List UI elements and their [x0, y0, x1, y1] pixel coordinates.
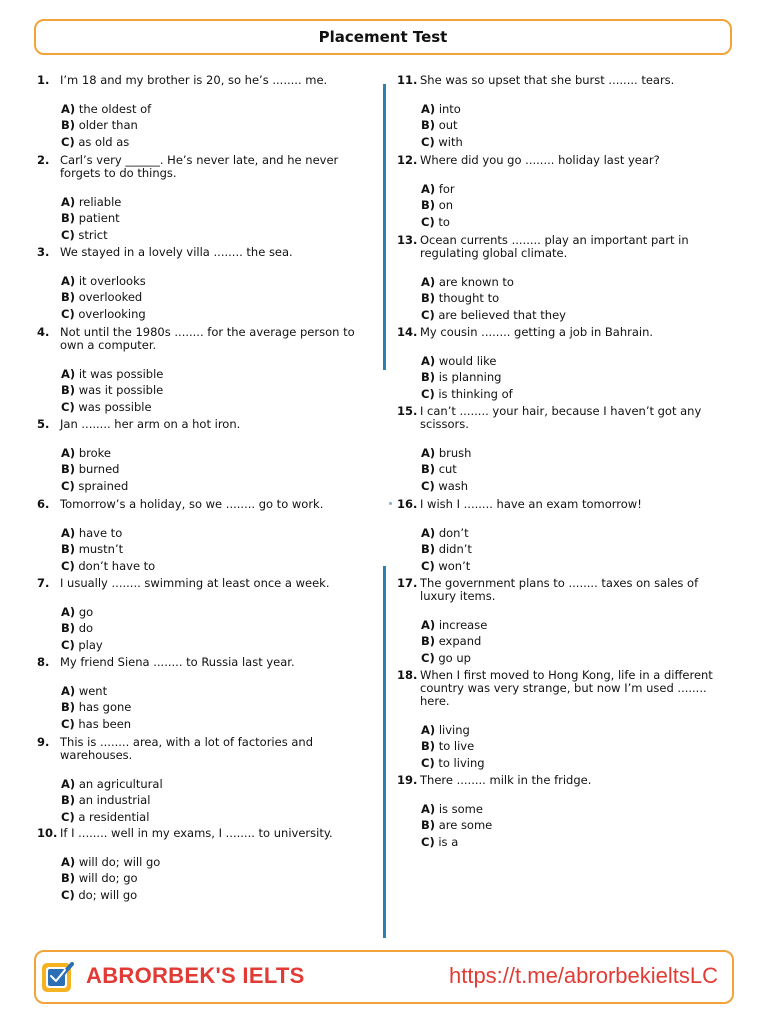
brand-name: ABRORBEK'S IELTS [86, 963, 305, 988]
question-number: 3. [37, 245, 50, 259]
option-letter: A) [61, 367, 76, 381]
telegram-link[interactable]: https://t.me/abrorbekieltsLC [448, 963, 718, 988]
option-letter: B) [61, 700, 76, 715]
answer-option[interactable] [61, 478, 367, 494]
answer-options [61, 854, 367, 903]
answer-option[interactable] [421, 181, 727, 197]
option-text: go [78, 605, 94, 619]
option-text: has gone [78, 700, 132, 715]
question-text: I can’t ........ your hair, because I haven’t got any scissors. [420, 404, 702, 431]
option-text: to live [438, 739, 475, 754]
option-letter: C) [61, 227, 75, 242]
option-letter: B) [421, 739, 436, 754]
option-letter: A) [61, 684, 76, 698]
option-letter: C) [61, 399, 75, 414]
footer [34, 950, 734, 1004]
option-letter: A) [421, 182, 436, 196]
question [397, 234, 727, 323]
question-number: 1. [37, 73, 50, 87]
answer-option[interactable] [61, 637, 367, 653]
question-text: The government plans to ........ taxes on sales of luxury items. [420, 576, 699, 603]
option-text: on [438, 198, 454, 213]
answer-option[interactable] [61, 445, 367, 461]
option-text: patient [78, 211, 120, 226]
answer-option[interactable] [61, 558, 367, 574]
answer-option[interactable] [421, 445, 727, 461]
answer-option[interactable] [421, 541, 727, 557]
question-number: 13. [397, 233, 418, 247]
answer-option[interactable] [61, 366, 367, 382]
question-number: 6. [37, 497, 50, 511]
column-divider-dot [389, 502, 392, 505]
question-stem [397, 774, 727, 787]
question-number: 2. [37, 153, 50, 167]
option-text: will do; go [78, 871, 138, 886]
question [37, 736, 367, 825]
option-text: as old as [78, 134, 130, 149]
question [37, 418, 367, 494]
option-text: it overlooks [78, 274, 146, 288]
question [37, 827, 367, 903]
option-letter: C) [61, 134, 75, 149]
question-number: 7. [37, 576, 50, 590]
option-text: to living [438, 755, 485, 770]
answer-option[interactable] [421, 117, 727, 133]
option-text: sprained [78, 478, 129, 493]
question-number: 19. [397, 773, 418, 787]
option-text: overlooking [78, 306, 146, 321]
answer-option[interactable] [61, 461, 367, 477]
question [397, 577, 727, 666]
answer-option[interactable] [61, 792, 367, 808]
option-text: into [438, 102, 461, 116]
question [397, 74, 727, 150]
option-letter: B) [421, 198, 436, 213]
option-letter: A) [61, 102, 76, 116]
option-text: increase [438, 618, 488, 632]
question-number: 17. [397, 576, 418, 590]
option-text: have to [78, 526, 123, 540]
question [397, 154, 727, 230]
answer-options [61, 683, 367, 732]
question-number: 9. [37, 735, 50, 749]
question-text: When I first moved to Hong Kong, life in a different country was very strange, but now I’m used ........ here. [420, 668, 713, 708]
option-letter: C) [421, 134, 435, 149]
option-letter: C) [421, 478, 435, 493]
question-number: 8. [37, 655, 50, 669]
answer-options [421, 801, 727, 850]
option-letter: A) [61, 605, 76, 619]
option-text: are known to [438, 275, 514, 289]
question-stem [37, 577, 367, 590]
title-box [34, 19, 732, 55]
option-text: has been [78, 716, 132, 731]
option-text: mustn’t [78, 542, 124, 557]
question-text: She was so upset that she burst ........ tears. [420, 73, 675, 87]
answer-option[interactable] [61, 101, 367, 117]
option-text: play [78, 637, 103, 652]
answer-option[interactable] [421, 461, 727, 477]
answer-option[interactable] [421, 617, 727, 633]
option-letter: B) [61, 118, 76, 133]
question-stem [37, 827, 367, 840]
option-letter: C) [61, 716, 75, 731]
option-letter: C) [421, 307, 435, 322]
answer-option[interactable] [61, 399, 367, 415]
option-text: burned [78, 462, 120, 477]
option-letter: B) [421, 291, 436, 306]
answer-option[interactable] [61, 620, 367, 636]
answer-option[interactable] [421, 722, 727, 738]
question-stem [397, 154, 727, 167]
option-text: broke [78, 446, 111, 460]
answer-options [61, 101, 367, 150]
answer-option[interactable] [421, 817, 727, 833]
option-text: older than [78, 118, 138, 133]
answer-option[interactable] [61, 541, 367, 557]
option-text: will do; will go [78, 855, 161, 869]
answer-option[interactable] [61, 683, 367, 699]
answer-option[interactable] [61, 776, 367, 792]
option-letter: B) [421, 634, 436, 649]
answer-option[interactable] [421, 525, 727, 541]
answer-option[interactable] [421, 478, 727, 494]
question-text: Ocean currents ........ play an important part in regulating global climate. [420, 233, 689, 260]
answer-option[interactable] [421, 353, 727, 369]
option-letter: C) [421, 755, 435, 770]
answer-option[interactable] [61, 210, 367, 226]
question-stem [37, 736, 367, 762]
option-text: strict [78, 227, 108, 242]
question-text: Carl’s very ______. He’s never late, and he never forgets to do things. [60, 153, 339, 180]
answer-option[interactable] [421, 386, 727, 402]
option-text: was possible [78, 399, 152, 414]
answer-option[interactable] [421, 197, 727, 213]
option-text: a residential [78, 809, 150, 824]
option-letter: A) [61, 274, 76, 288]
answer-options [421, 101, 727, 150]
option-letter: B) [61, 871, 76, 886]
option-text: reliable [78, 195, 122, 209]
option-letter: C) [61, 558, 75, 573]
answer-option[interactable] [61, 716, 367, 732]
option-letter: A) [61, 526, 76, 540]
option-letter: B) [61, 383, 76, 398]
answer-options [421, 353, 727, 402]
option-letter: C) [421, 558, 435, 573]
option-letter: C) [61, 478, 75, 493]
option-letter: B) [421, 542, 436, 557]
option-letter: A) [61, 777, 76, 791]
answer-options [421, 525, 727, 574]
answer-option[interactable] [61, 854, 367, 870]
answer-options [421, 181, 727, 230]
option-text: an agricultural [78, 777, 163, 791]
question-text: We stayed in a lovely villa ........ the sea. [60, 245, 293, 259]
question-number: 12. [397, 153, 418, 167]
option-letter: B) [421, 818, 436, 833]
option-text: go up [438, 650, 471, 665]
option-letter: B) [61, 542, 76, 557]
option-letter: C) [421, 214, 435, 229]
question-text: This is ........ area, with a lot of factories and warehouses. [60, 735, 313, 762]
answer-options [421, 722, 727, 771]
answer-options [61, 776, 367, 825]
option-text: brush [438, 446, 472, 460]
answer-option[interactable] [61, 382, 367, 398]
question-stem [397, 326, 727, 339]
question [397, 774, 727, 850]
option-letter: A) [421, 102, 436, 116]
question-number: 18. [397, 668, 418, 682]
answer-option[interactable] [421, 801, 727, 817]
answer-options [421, 617, 727, 666]
option-letter: C) [421, 386, 435, 401]
option-text: won’t [438, 558, 471, 573]
answer-option[interactable] [421, 369, 727, 385]
answer-options [61, 273, 367, 322]
option-text: was it possible [78, 383, 164, 398]
question [397, 405, 727, 494]
option-text: went [78, 684, 108, 698]
question-text: There ........ milk in the fridge. [420, 773, 592, 787]
question-stem [37, 326, 367, 352]
option-text: is planning [438, 370, 502, 385]
answer-option[interactable] [421, 101, 727, 117]
answer-option[interactable] [61, 699, 367, 715]
option-text: do; will go [78, 887, 138, 902]
option-text: didn’t [438, 542, 472, 557]
option-letter: A) [421, 275, 436, 289]
answer-options [61, 604, 367, 653]
option-letter: A) [421, 354, 436, 368]
option-text: are believed that they [438, 307, 566, 322]
answer-option[interactable] [61, 194, 367, 210]
option-text: is a [438, 834, 459, 849]
question-number: 10. [37, 826, 58, 840]
column-divider-top [383, 84, 386, 370]
option-letter: C) [421, 650, 435, 665]
option-letter: A) [421, 802, 436, 816]
answer-options [61, 194, 367, 243]
option-letter: A) [421, 723, 436, 737]
answer-option[interactable] [61, 227, 367, 243]
option-letter: A) [421, 526, 436, 540]
option-letter: C) [61, 887, 75, 902]
question [37, 326, 367, 415]
question-stem [37, 498, 367, 511]
question [37, 656, 367, 732]
column-divider-bottom [383, 566, 386, 938]
question-text: Where did you go ........ holiday last year? [420, 153, 660, 167]
answer-option[interactable] [421, 633, 727, 649]
answer-option[interactable] [61, 289, 367, 305]
option-text: is thinking of [438, 386, 513, 401]
question-stem [397, 234, 727, 260]
answer-option[interactable] [61, 134, 367, 150]
answer-option[interactable] [421, 755, 727, 771]
question-text: I’m 18 and my brother is 20, so he’s ........ me. [60, 73, 328, 87]
option-letter: A) [61, 195, 76, 209]
answer-option[interactable] [421, 738, 727, 754]
question-text: I usually ........ swimming at least once a week. [60, 576, 330, 590]
question-text: If I ........ well in my exams, I ........ to university. [60, 826, 333, 840]
question-number: 16. [397, 497, 418, 511]
option-letter: B) [421, 462, 436, 477]
question-text: Tomorrow’s a holiday, so we ........ go to work. [60, 497, 324, 511]
answer-option[interactable] [421, 650, 727, 666]
question-stem [397, 498, 727, 511]
question-stem [37, 418, 367, 431]
option-text: out [438, 118, 458, 133]
option-letter: B) [421, 370, 436, 385]
question-number: 11. [397, 73, 418, 87]
option-letter: C) [61, 809, 75, 824]
option-letter: A) [61, 446, 76, 460]
option-letter: C) [61, 306, 75, 321]
question-stem [397, 669, 727, 708]
option-text: the oldest of [78, 102, 152, 116]
question-text: Jan ........ her arm on a hot iron. [60, 417, 241, 431]
answer-option[interactable] [61, 525, 367, 541]
answer-option[interactable] [61, 306, 367, 322]
question [37, 498, 367, 574]
answer-options [61, 366, 367, 415]
question-text: My cousin ........ getting a job in Bahrain. [420, 325, 654, 339]
answer-option[interactable] [61, 273, 367, 289]
question-number: 15. [397, 404, 418, 418]
option-letter: A) [421, 446, 436, 460]
question-stem [397, 405, 727, 431]
question-text: Not until the 1980s ........ for the average person to own a computer. [60, 325, 355, 352]
question [397, 498, 727, 574]
answer-option[interactable] [61, 117, 367, 133]
question-number: 14. [397, 325, 418, 339]
option-letter: B) [61, 211, 76, 226]
option-letter: C) [61, 637, 75, 652]
option-text: with [438, 134, 463, 149]
option-text: thought to [438, 291, 500, 306]
option-letter: A) [61, 855, 76, 869]
question [397, 326, 727, 402]
option-letter: B) [61, 793, 76, 808]
option-text: for [438, 182, 455, 196]
question-stem [37, 656, 367, 669]
question [37, 577, 367, 653]
answer-options [61, 525, 367, 574]
answer-option[interactable] [421, 558, 727, 574]
option-letter: B) [61, 621, 76, 636]
option-text: would like [438, 354, 497, 368]
answer-option[interactable] [61, 870, 367, 886]
option-text: wash [438, 478, 469, 493]
question-text: I wish I ........ have an exam tomorrow! [420, 497, 642, 511]
option-letter: A) [421, 618, 436, 632]
answer-option[interactable] [61, 809, 367, 825]
answer-options [421, 274, 727, 323]
question-stem [397, 74, 727, 87]
question [37, 246, 367, 322]
answer-option[interactable] [61, 604, 367, 620]
question [37, 74, 367, 150]
option-text: it was possible [78, 367, 164, 381]
answer-option[interactable] [421, 307, 727, 323]
option-text: an industrial [78, 793, 151, 808]
option-letter: B) [421, 118, 436, 133]
option-letter: B) [61, 290, 76, 305]
question-stem [37, 246, 367, 259]
question [37, 154, 367, 243]
option-text: to [438, 214, 450, 229]
question-stem [37, 74, 367, 87]
option-text: living [438, 723, 470, 737]
option-letter: C) [421, 834, 435, 849]
question-stem [397, 577, 727, 603]
answer-option[interactable] [61, 887, 367, 903]
option-text: do [78, 621, 94, 636]
option-text: are some [438, 818, 493, 833]
question-text: My friend Siena ........ to Russia last year. [60, 655, 295, 669]
answer-options [421, 445, 727, 494]
option-text: overlooked [78, 290, 143, 305]
question-number: 4. [37, 325, 50, 339]
question-number: 5. [37, 417, 50, 431]
option-text: don’t have to [78, 558, 156, 573]
option-text: cut [438, 462, 457, 477]
option-letter: B) [61, 462, 76, 477]
answer-option[interactable] [421, 274, 727, 290]
answer-option[interactable] [421, 290, 727, 306]
option-text: is some [438, 802, 483, 816]
option-text: don’t [438, 526, 469, 540]
answer-option[interactable] [421, 134, 727, 150]
answer-option[interactable] [421, 834, 727, 850]
question-stem [37, 154, 367, 180]
answer-option[interactable] [421, 214, 727, 230]
checkbox-logo-icon [41, 960, 75, 994]
page-title: Placement Test [318, 28, 448, 46]
answer-options [61, 445, 367, 494]
question [397, 669, 727, 771]
option-text: expand [438, 634, 482, 649]
